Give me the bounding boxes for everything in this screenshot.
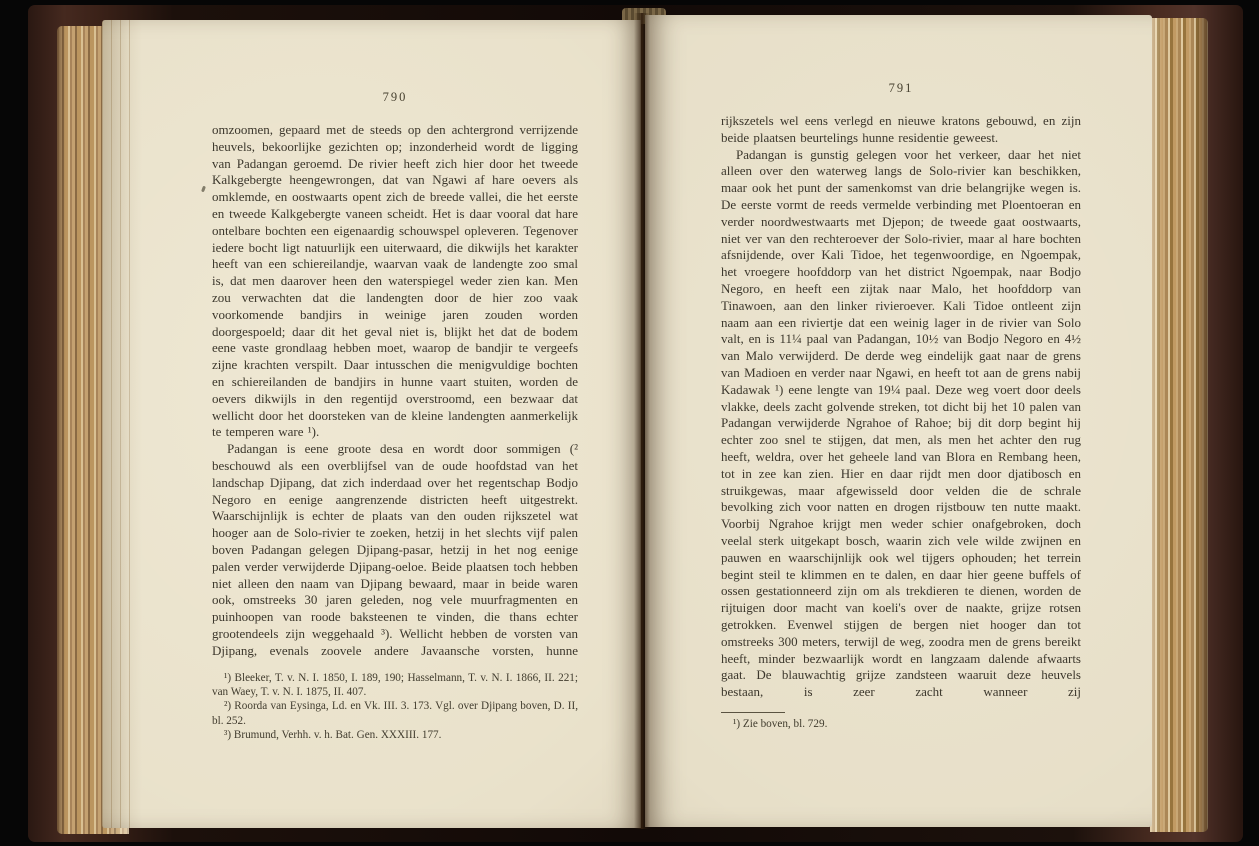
right-page-footnotes bbox=[721, 712, 1081, 731]
paragraph: rijkszetels wel eens verlegd en nieuwe kratons gebouwd, en zijn beide plaatsen beurtelings hunne residentie geweest. bbox=[721, 113, 1081, 145]
paragraph: omzoomen, gepaard met de steeds op den achtergrond verrijzende heuvels, bekoorlijke gezichten op; inzonderheid wordt de ligging van Padangan geroemd. De rivier heeft zich hier door het tweede Kalkgebergte heengewrongen, dat van Ngawi af hare oevers als omklemde, en oostwaarts opent zich de breede vallei, die het eerste en tweede Kalkgebergte vaneen scheidt. Het is daar vooral dat hare ontelbare bochten een eigenaardig schouwspel opleveren. Tegenover iedere bocht ligt natuurlijk een uiterwaard, die dikwijls het karakter heeft van een schiereilandje, waarvan vaak de landengte zoo smal is, dat men daarover heen den waterspiegel weder zien kan. Men zou verwachten dat die landengten door de hier zoo vaak voorkomende bandjirs in weinige jaren zouden worden doorgespoeld; daar dit het geval niet is, blijkt het dat de bodem eene vaste grondlaag hebben moet, waarop de bandjir te vergeefs zijne krachten verspilt. Daar intusschen die menigvuldige bochten en schiereilanden de bandjirs in hunne vaart stuiten, worden de oevers dikwijls in den regentijd overstroomd, een bezwaar dat wellicht door het doorsteken van de kleine landengten aanmerkelijk te temperen ware ¹). bbox=[212, 122, 578, 440]
footnote-rule bbox=[721, 712, 785, 713]
ink-mark bbox=[201, 186, 206, 193]
book-gutter bbox=[634, 13, 650, 829]
footnote: ¹) Bleeker, T. v. N. I. 1850, I. 189, 190; Hasselmann, T. v. N. I. 1866, II. 221; van Waey, T. v. N. I. 1875, II. 407. bbox=[212, 671, 578, 698]
footnote: ¹) Zie boven, bl. 729. bbox=[733, 717, 828, 730]
paragraph: Padangan is gunstig gelegen voor het verkeer, daar het niet alleen over den waterweg langs de Solo-rivier kan beschikken, maar ook het punt der samenkomst van drie belangrijke wegen is. De eerste vormt de reeds vermelde verbinding met Ploentoeran en verder noordwestwaarts met Djepon; de tweede gaat oostwaarts, niet ver van den rechteroever der Solo-rivier, maar al hare bochten afsnijdende, over Kali Tidoe, het tegenwoordige, en Ngoempak, het vroegere hoofddorp van het district Ngoempak, naar Bodjo Negoro, en heeft een zijtak naar Malo, het hoofddorp van Tinawoen, aan den linker rivieroever. Kali Tidoe ontleent zijn naam aan een riviertje dat een weinig lager in de rivier van Solo valt, en is 11¼ paal van Padangan, 10½ van Bodjo Negoro en 4½ van Malo verwijderd. De derde weg eindelijk gaat naar de grens van Madioen en verder naar Ngawi, en heeft tot aan de grens nabij Kadawak ¹) eene lengte van 19¼ paal. Deze weg voert door deels vlakke, deels zacht golvende streken, tot dicht bij het 10 palen van Padangan verwijderde Ngrahoe of Rahoe; bij dit dorp begint hij echter zoo snel te stijgen, dat men, als men het achter den rug heeft, weldra, over het geheele land van Blora en Rembang heen, tot in zee kan zien. Hier en daar rijdt men door djatibosch en struikgewas, maar afgewisseld door velden die de schrale bevolking zich voor natten en drogen rijstbouw ten nutte maakt. Voorbij Ngrahoe krijgt men weder schier onafgebroken, doch veelal sterk uitgekapt bosch, waarin zich vele wilde zwijnen en pauwen en waarschijnlijk ook wel tijgers ophouden; het terrein begint steil te klimmen en te dalen, en daar hier geene buffels of ossen gestationneerd zijn om als trekdieren te dienen, worden de rijtuigen door macht van koeli's over de naakte, grijze rotsen getrokken. Evenwel stijgen de bergen niet hooger dan tot omstreeks 300 meters, terwijl de weg, zoodra men de grens bereikt heeft, minder bezwaarlijk wordt en langzaam dalende afwaarts gaat. De blauwachtig grijze zandsteen waaruit deze heuvels bestaan, is zeer zacht wanneer zij bbox=[721, 146, 1081, 700]
left-page bbox=[102, 20, 641, 828]
page-number-right: 791 bbox=[888, 81, 914, 95]
paragraph: Padangan is eene groote desa en wordt door sommigen (² beschouwd als een overblijfsel van de oude hoofdstad van het landschap Djipang, dat zich inderdaad over het regentschap Bodjo Negoro en eenige aangrenzende districten heeft uitgestrekt. Waarschijnlijk is echter de plaats van den ouden rijkszetel wat hooger aan de Solo-rivier te zoeken, hetzij in het slechts vijf palen boven Padangan gelegen Djipang-pasar, hetzij in het nog eenige palen verder verwijderde Djipang-oeloe. Beide plaatsen toch hebben niet alleen den naam van Djipang bewaard, maar in beide waren ook, omstreeks 30 jaren geleden, nog vele muurfragmenten en puinhoopen van roode baksteenen te vinden, die thans echter grootendeels zijn weggehaald ³). Wellicht hebben de vorsten van Djipang, evenals zoovele andere Javaansche vorsten, hunne bbox=[212, 441, 578, 658]
left-page-footnotes bbox=[212, 671, 578, 743]
right-page-text-block bbox=[721, 113, 1081, 731]
footnote: ³) Brumund, Verhh. v. h. Bat. Gen. XXXIII. 177. bbox=[224, 729, 442, 742]
left-page-text-block bbox=[212, 122, 578, 743]
right-page bbox=[645, 15, 1152, 827]
page-edges-right bbox=[1150, 18, 1208, 832]
footnote: ²) Roorda van Eysinga, Ld. en Vk. III. 3. 173. Vgl. over Djipang boven, D. II, bl. 252. bbox=[212, 700, 578, 727]
page-number-left: 790 bbox=[382, 90, 408, 104]
